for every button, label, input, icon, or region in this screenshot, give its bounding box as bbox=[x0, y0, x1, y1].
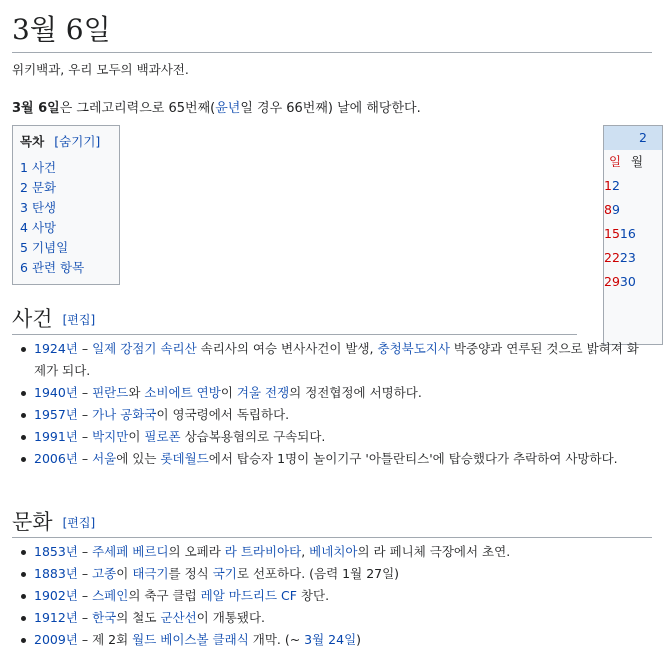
toc-item-number: 5 bbox=[20, 240, 28, 255]
text: 의 라 페니체 극장에서 초연. bbox=[357, 544, 511, 559]
text: 의 축구 클럽 bbox=[128, 588, 201, 603]
intro-text-2: 일 경우 66번째) 날에 해당한다. bbox=[240, 101, 421, 116]
site-tagline: 위키백과, 우리 모두의 백과사전. bbox=[12, 62, 189, 77]
inline-link[interactable]: 라 트라비아타 bbox=[224, 544, 302, 559]
calendar-header bbox=[604, 126, 662, 150]
inline-link[interactable]: 박지만 bbox=[92, 429, 129, 444]
list-item bbox=[34, 563, 644, 585]
text: 에 있는 bbox=[116, 451, 161, 466]
year-link[interactable]: 1853년 bbox=[34, 544, 78, 559]
year-link[interactable]: 1957년 bbox=[34, 407, 78, 422]
inline-link[interactable]: 태극기 bbox=[132, 566, 169, 581]
year-link[interactable]: 1924년 bbox=[34, 341, 78, 356]
text: 를 정식 bbox=[168, 566, 213, 581]
text: 이 bbox=[116, 566, 133, 581]
toc-list bbox=[20, 158, 112, 278]
inline-link[interactable]: 속리산 bbox=[160, 341, 197, 356]
text: – bbox=[77, 385, 93, 400]
calendar-day[interactable]: 16 bbox=[619, 226, 636, 241]
text: – bbox=[77, 544, 93, 559]
inline-link[interactable]: 소비에트 연방 bbox=[144, 385, 221, 400]
text: 의 오페라 bbox=[168, 544, 225, 559]
inline-link[interactable]: 핀란드 bbox=[92, 385, 129, 400]
section-title: 사건 bbox=[12, 307, 53, 331]
calendar-week-row bbox=[604, 222, 662, 246]
calendar-month-link[interactable]: 2 bbox=[639, 130, 647, 145]
inline-link[interactable]: 국기 bbox=[212, 566, 237, 581]
text: – bbox=[77, 341, 93, 356]
text: 와 bbox=[128, 385, 145, 400]
toc-item[interactable] bbox=[20, 158, 112, 178]
text: 이 영국령에서 독립하다. bbox=[156, 407, 290, 422]
inline-link[interactable]: 군산선 bbox=[160, 610, 197, 625]
calendar-day[interactable]: 30 bbox=[619, 274, 636, 289]
list-item bbox=[34, 426, 644, 448]
list-item bbox=[34, 382, 644, 404]
inline-link[interactable]: 레알 마드리드 CF bbox=[200, 588, 297, 603]
calendar-week-row bbox=[604, 174, 662, 198]
calendar-day[interactable]: 22 bbox=[604, 250, 620, 265]
calendar-day[interactable]: 23 bbox=[619, 250, 636, 265]
calendar-week-row bbox=[604, 270, 662, 294]
toc-item[interactable] bbox=[20, 178, 112, 198]
text: – bbox=[77, 566, 93, 581]
inline-link[interactable]: 일제 강점기 bbox=[92, 341, 157, 356]
toc-item-number: 6 bbox=[20, 260, 28, 275]
text: 의 철도 bbox=[116, 610, 161, 625]
list-item bbox=[34, 607, 644, 629]
inline-link[interactable]: 서울 bbox=[92, 451, 117, 466]
year-link[interactable]: 1940년 bbox=[34, 385, 78, 400]
text: 에서 탑승자 1명이 놀이기구 '아틀란티스'에 탑승했다가 추락하여 사망하다. bbox=[208, 451, 618, 466]
intro-bold: 3월 6일 bbox=[12, 101, 60, 116]
year-link[interactable]: 2006년 bbox=[34, 451, 78, 466]
toc-hide-button[interactable]: [숨기기] bbox=[54, 134, 101, 149]
text: 로 선포하다. (음력 1월 27일) bbox=[236, 566, 400, 581]
list-item bbox=[34, 338, 644, 382]
toc-item-label[interactable]: 문화 bbox=[31, 180, 57, 195]
calendar-day[interactable]: 9 bbox=[611, 202, 620, 217]
table-of-contents bbox=[12, 125, 120, 285]
inline-link[interactable]: 월드 베이스볼 클래식 bbox=[132, 632, 249, 647]
inline-link[interactable]: 베네치아 bbox=[309, 544, 358, 559]
toc-item[interactable] bbox=[20, 258, 112, 278]
inline-link[interactable]: 고종 bbox=[92, 566, 117, 581]
calendar-weekday-monday: 월 bbox=[630, 154, 644, 169]
text: , bbox=[301, 544, 310, 559]
text: 창단. bbox=[296, 588, 330, 603]
text: – 제 2회 bbox=[77, 632, 133, 647]
year-link[interactable]: 1991년 bbox=[34, 429, 78, 444]
toc-item-label[interactable]: 사망 bbox=[31, 220, 57, 235]
intro-link-leap-year[interactable]: 윤년 bbox=[215, 101, 241, 116]
inline-link[interactable]: 필로폰 bbox=[144, 429, 181, 444]
text: – bbox=[77, 451, 93, 466]
text: ) bbox=[356, 632, 362, 647]
calendar-week-row bbox=[604, 198, 662, 222]
toc-item-label[interactable]: 탄생 bbox=[31, 200, 57, 215]
text: – bbox=[77, 429, 93, 444]
list-item bbox=[34, 541, 644, 563]
toc-item-number: 1 bbox=[20, 160, 28, 175]
text: 개막. (~ bbox=[248, 632, 305, 647]
text: 속리사의 여승 변사사건이 발생, bbox=[196, 341, 378, 356]
calendar-day[interactable]: 15 bbox=[604, 226, 620, 241]
list-item bbox=[34, 404, 644, 426]
month-calendar bbox=[603, 125, 663, 345]
text: 상습복용혐의로 구속되다. bbox=[180, 429, 326, 444]
section-edit-button[interactable]: [편집] bbox=[62, 516, 96, 530]
inline-link[interactable]: 한국 bbox=[92, 610, 117, 625]
toc-item-label[interactable]: 기념일 bbox=[31, 240, 69, 255]
inline-link[interactable]: 겨울 전쟁 bbox=[236, 385, 290, 400]
toc-item-label[interactable]: 관련 항목 bbox=[31, 260, 85, 275]
text: – bbox=[77, 407, 93, 422]
page-title: 3월 6일 bbox=[12, 10, 652, 53]
calendar-day[interactable]: 2 bbox=[611, 178, 620, 193]
intro-text-1: 은 그레고리력으로 65번째( bbox=[59, 101, 216, 116]
text: – bbox=[77, 610, 93, 625]
calendar-weekday-row bbox=[604, 150, 662, 174]
year-link[interactable]: 2009년 bbox=[34, 632, 78, 647]
list-item bbox=[34, 448, 644, 470]
list-item bbox=[34, 585, 644, 607]
culture-list bbox=[12, 541, 644, 651]
calendar-day[interactable]: 8 bbox=[604, 202, 612, 217]
section-title: 문화 bbox=[12, 510, 53, 534]
inline-link[interactable]: 가나 공화국 bbox=[92, 407, 157, 422]
calendar-day[interactable]: 29 bbox=[604, 274, 620, 289]
inline-link[interactable]: 3월 24일 bbox=[304, 632, 357, 647]
text: 박중양과 연루된 것으로 밝혀져 화제가 되다. bbox=[34, 341, 639, 378]
inline-link[interactable]: 스페인 bbox=[92, 588, 129, 603]
toc-item-number: 3 bbox=[20, 200, 28, 215]
text: 이 개통됐다. bbox=[196, 610, 265, 625]
events-list bbox=[12, 338, 644, 470]
toc-item-number: 2 bbox=[20, 180, 28, 195]
toc-title: 목차 bbox=[20, 134, 45, 149]
list-item bbox=[34, 629, 644, 651]
section-heading-events bbox=[12, 305, 577, 335]
toc-item[interactable] bbox=[20, 198, 112, 218]
year-link[interactable]: 1883년 bbox=[34, 566, 78, 581]
toc-item-number: 4 bbox=[20, 220, 28, 235]
inline-link[interactable]: 충청북도지사 bbox=[377, 341, 450, 356]
toc-item[interactable] bbox=[20, 218, 112, 238]
intro-paragraph bbox=[12, 97, 421, 116]
section-heading-culture bbox=[12, 508, 652, 538]
text: – bbox=[77, 588, 93, 603]
year-link[interactable]: 1912년 bbox=[34, 610, 78, 625]
text: 이 bbox=[220, 385, 237, 400]
inline-link[interactable]: 주세페 베르디 bbox=[92, 544, 169, 559]
toc-item-label[interactable]: 사건 bbox=[31, 160, 57, 175]
year-link[interactable]: 1902년 bbox=[34, 588, 78, 603]
text: 의 정전협정에 서명하다. bbox=[289, 385, 422, 400]
calendar-day[interactable]: 1 bbox=[604, 178, 612, 193]
calendar-week-row bbox=[604, 246, 662, 270]
calendar-weekday-sunday: 일 bbox=[608, 154, 622, 169]
section-edit-button[interactable]: [편집] bbox=[62, 313, 96, 327]
inline-link[interactable]: 롯데월드 bbox=[160, 451, 209, 466]
text: 이 bbox=[128, 429, 145, 444]
toc-item[interactable] bbox=[20, 238, 112, 258]
